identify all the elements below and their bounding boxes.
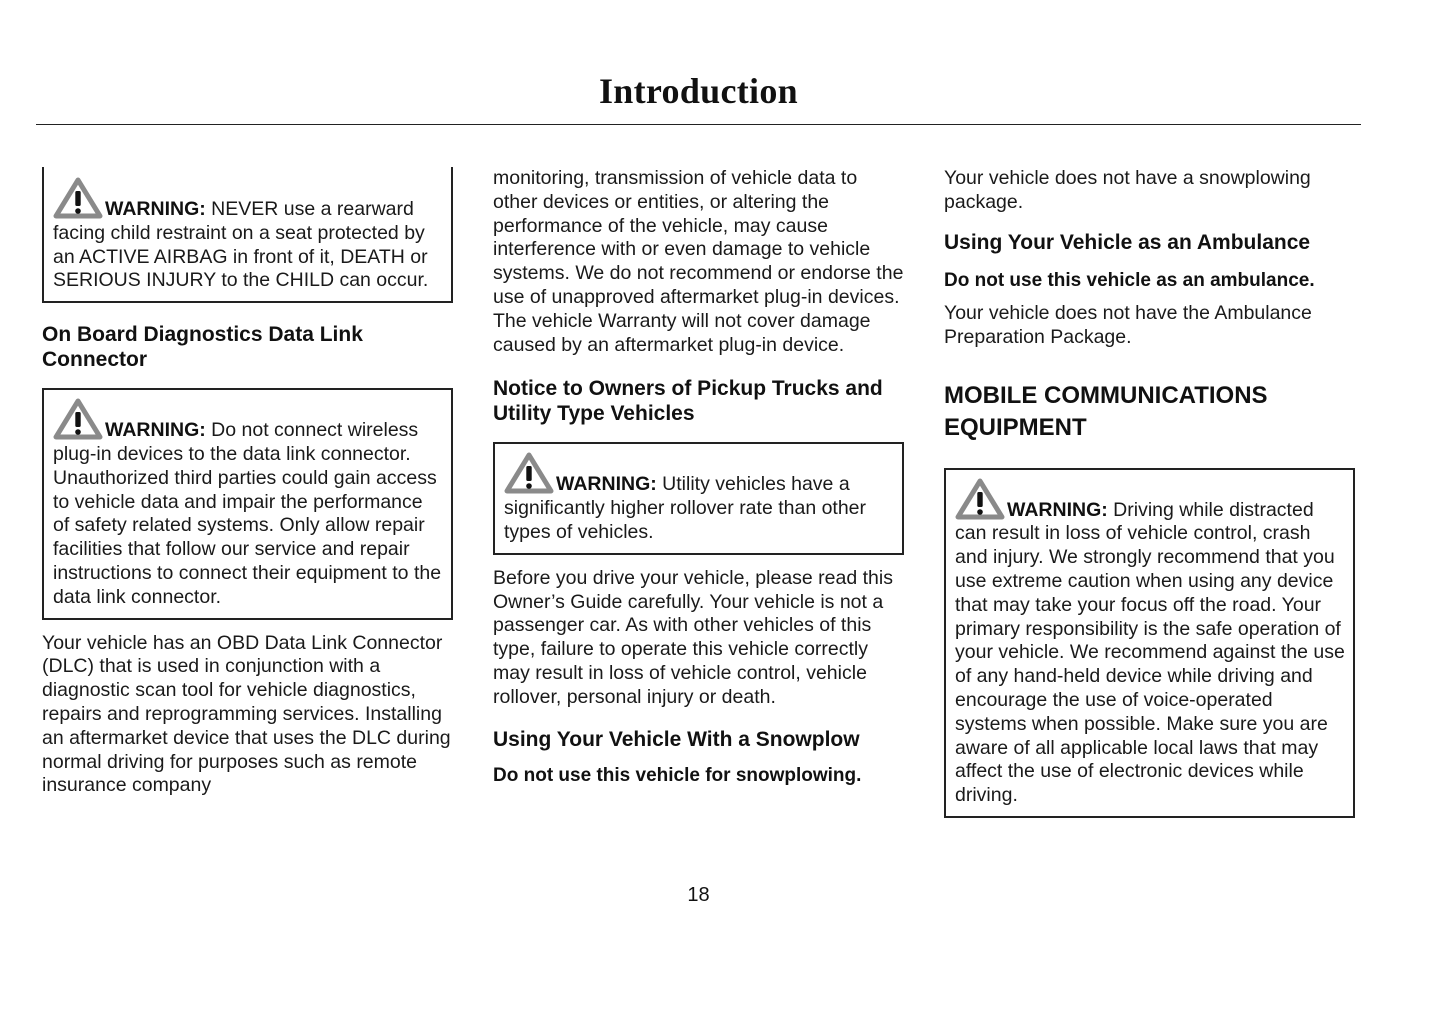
section-heading-obd: On Board Diagnostics Data Link Connector bbox=[42, 323, 363, 371]
warning-triangle-icon bbox=[955, 478, 1005, 520]
section-heading-pickup: Notice to Owners of Pickup Trucks and Utility Type Vehicles bbox=[493, 377, 883, 425]
warning-body: Driving while distracted can result in loss of vehicle control, crash and injury. We strongly recommend that you use extreme caution when using any device that may take your focus off the road. Your primary responsibility is the safe operation of your vehicle. We recommend against the use of any hand-held device while driving and encourage the use of voice-operated systems when possible. Make sure you are aware of all applicable local laws that may affect the use of electronic devices while driving. bbox=[955, 498, 1345, 807]
paragraph-ambulance: Your vehicle does not have the Ambulance Preparation Package. bbox=[944, 302, 1312, 348]
warning-label: WARNING: bbox=[105, 198, 206, 220]
snowplow-notice: Do not use this vehicle for snowplowing. bbox=[493, 765, 862, 787]
section-heading-ambulance: Using Your Vehicle as an Ambulance bbox=[944, 230, 1311, 254]
page-title: Introduction bbox=[599, 71, 798, 111]
paragraph-snowplow: Your vehicle does not have a snowplowing package. bbox=[944, 167, 1311, 213]
paragraph-obd-continuation: monitoring, transmission of vehicle data to other devices or entities, or altering the performance of the vehicle, may cause interference with or even damage to vehicle systems. We do not recommend or endorse the use of unapproved aftermarket plug-in devices. The vehicle Warranty will not cover damage caused by an aftermarket plug-in device. bbox=[493, 167, 904, 356]
paragraph-obd: Your vehicle has an OBD Data Link Connector (DLC) that is used in conjunction with a diagnostic scan tool for vehicle diagnostics, repairs and reprogramming services. Installing an aftermarket device that uses the DLC during normal driving for purposes such as remote insurance company bbox=[42, 631, 451, 797]
warning-triangle-icon bbox=[504, 452, 554, 494]
section-heading-snowplow: Using Your Vehicle With a Snowplow bbox=[493, 727, 860, 751]
warning-text bbox=[504, 452, 894, 544]
column-1 bbox=[42, 167, 454, 798]
warning-label: WARNING: bbox=[556, 473, 657, 496]
warning-text bbox=[53, 177, 443, 293]
warning-text bbox=[955, 478, 1345, 808]
paragraph-pickup: Before you drive your vehicle, please read this Owner’s Guide carefully. Your vehicle is not a passenger car. As with other vehicles of this type, failure to operate this vehicle correctly may result in loss of vehicle control, vehicle rollover, personal injury or death. bbox=[493, 566, 893, 708]
warning-box-child-restraint bbox=[42, 167, 453, 303]
warning-label: WARNING: bbox=[105, 419, 206, 442]
section-heading-mobile-communications: MOBILE COMMUNICATIONS EQUIPMENT bbox=[944, 381, 1268, 441]
warning-triangle-icon bbox=[53, 398, 103, 440]
warning-triangle-icon bbox=[53, 177, 103, 219]
warning-box-rollover bbox=[493, 442, 904, 554]
warning-body: NEVER use a rearward facing child restraint on a seat protected by an ACTIVE AIRBAG in front of it, DEATH or SERIOUS INJURY to the CHILD can occur. bbox=[53, 198, 429, 292]
column-3 bbox=[944, 167, 1356, 818]
title-divider bbox=[36, 124, 1361, 125]
warning-label: WARNING: bbox=[1007, 498, 1108, 521]
warning-body: Utility vehicles have a significantly higher rollover rate than other types of vehicles. bbox=[504, 473, 867, 543]
ambulance-notice: Do not use this vehicle as an ambulance. bbox=[944, 270, 1315, 292]
warning-text bbox=[53, 398, 443, 609]
warning-box-distracted-driving bbox=[944, 468, 1355, 818]
warning-box-wireless-devices bbox=[42, 388, 453, 619]
column-2 bbox=[493, 167, 905, 787]
page-number: 18 bbox=[687, 884, 710, 906]
warning-body: Do not connect wireless plug-in devices to the data link connector. Unauthorized third parties could gain access to vehicle data and impair the performance of safety related systems. Only allow repair facilities that follow our service and repair instructions to connect their equipment to the data link connector. bbox=[53, 419, 442, 608]
